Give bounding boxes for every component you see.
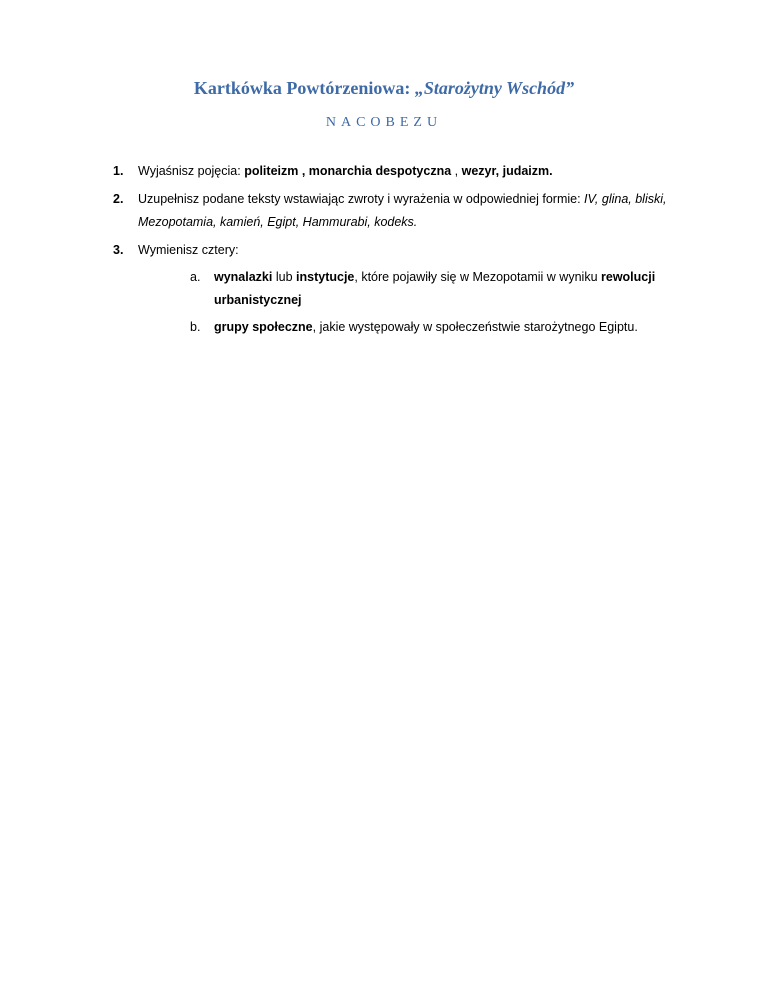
sub-item-text: , które pojawiły się w Mezopotamii w wyniku xyxy=(354,270,601,284)
sub-item-a xyxy=(138,266,688,312)
item-text: Wyjaśnisz pojęcia: xyxy=(138,164,245,178)
title-topic: „Starożytny Wschód” xyxy=(414,78,575,98)
item-number: 2. xyxy=(113,192,124,206)
sub-item-term-bold: wynalazki xyxy=(214,270,273,284)
document-subtitle: NACOBEZU xyxy=(325,115,443,130)
sub-item-letter: b. xyxy=(190,320,201,334)
item-term-bold: wezyr, judaizm. xyxy=(461,164,553,178)
item-words-italic: IV, glina, bliski, Mezopotamia, kamień, Egipt, Hammurabi, kodeks. xyxy=(138,192,667,229)
list-item-3 xyxy=(108,239,688,339)
sub-item-term-bold: instytucje xyxy=(296,270,355,284)
criteria-list xyxy=(108,160,688,344)
list-item-1 xyxy=(108,160,688,183)
item-number: 1. xyxy=(113,164,124,178)
list-item-2 xyxy=(108,188,688,234)
sub-item-b xyxy=(138,316,688,339)
sub-item-letter: a. xyxy=(190,270,201,284)
item-term-bold: politeizm , monarchia despotyczna xyxy=(244,164,452,178)
document-title xyxy=(0,78,768,99)
sub-item-text: , jakie występowały w społeczeństwie starożytnego Egiptu. xyxy=(312,320,638,334)
sub-item-term-bold: rewolucji urbanistycznej xyxy=(214,270,656,307)
item-number: 3. xyxy=(113,243,124,257)
sub-item-text: lub xyxy=(272,270,297,284)
item-text: Uzupełnisz podane teksty wstawiając zwroty i wyrażenia w odpowiedniej formie: xyxy=(138,192,585,206)
title-main: Kartkówka Powtórzeniowa: xyxy=(193,78,415,98)
item-text: , xyxy=(451,164,462,178)
item-text: Wymienisz cztery: xyxy=(138,243,239,257)
sub-item-term-bold: grupy społeczne xyxy=(214,320,313,334)
